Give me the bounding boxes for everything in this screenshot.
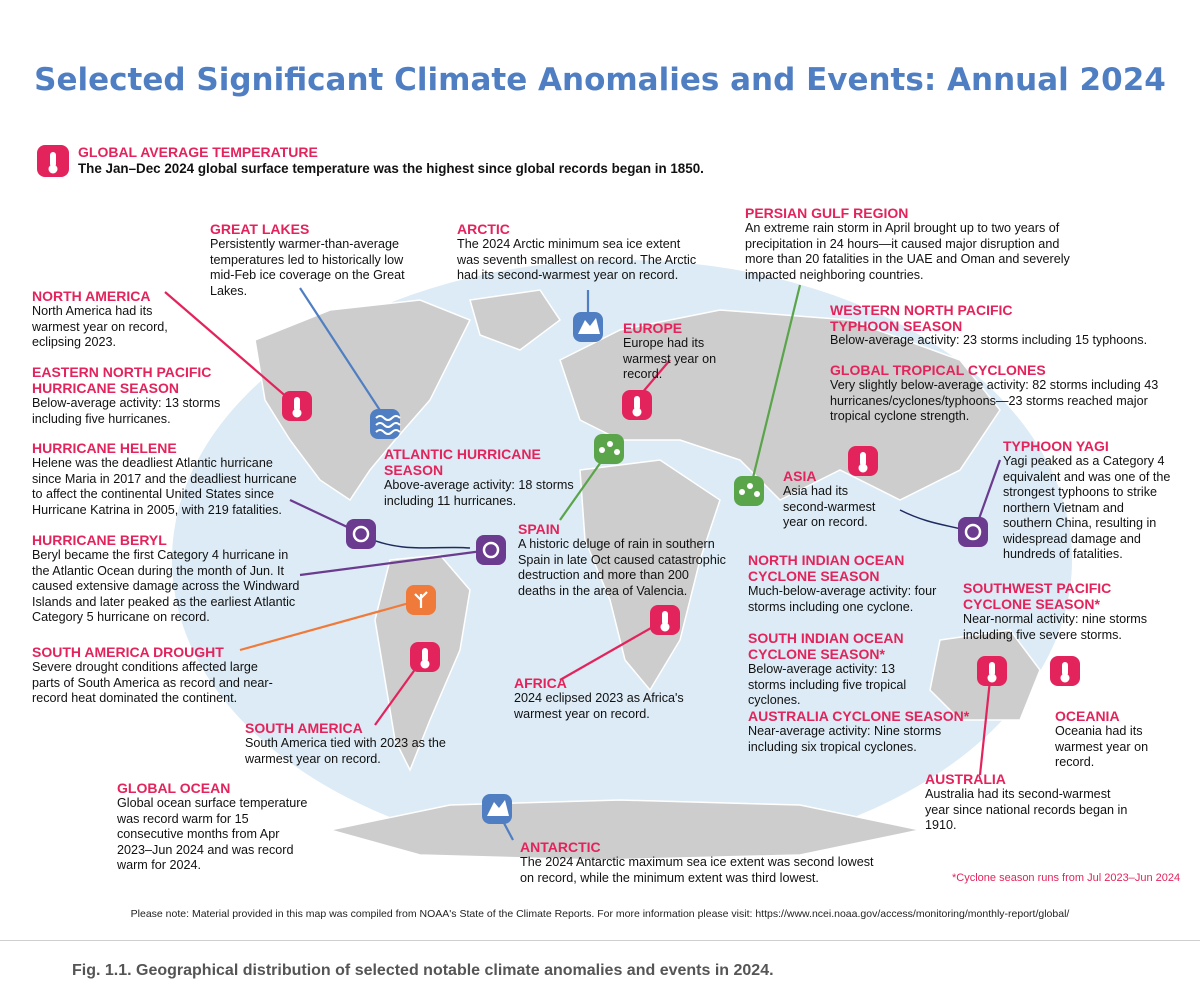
global-tropical-heading: GLOBAL TROPICAL CYCLONES: [830, 362, 1046, 378]
sa-drought-heading: SOUTH AMERICA DROUGHT: [32, 644, 224, 660]
thermometer-icon: [977, 656, 1007, 686]
south-indian-block: [748, 630, 933, 709]
helene-block: [32, 440, 302, 518]
hurricane-icon: [958, 517, 988, 547]
spain-heading: SPAIN: [518, 521, 560, 537]
atlantic-hurricane-block: [384, 446, 574, 509]
global-ocean-block: [117, 780, 317, 874]
sw-pacific-text: Near-normal activity: nine storms including five severe storms.: [963, 612, 1148, 642]
page-title: Selected Significant Climate Anomalies and Events: Annual 2024: [34, 62, 1166, 98]
asia-heading: ASIA: [783, 468, 817, 484]
global-temp-heading: GLOBAL AVERAGE TEMPERATURE: [78, 144, 318, 160]
north-indian-text: Much-below-average activity: four storms including one cyclone.: [748, 584, 937, 614]
yagi-block: [1003, 438, 1173, 563]
sw-pacific-block: [963, 580, 1168, 643]
australia-text: Australia had its second-warmest year since national records began in 1910.: [925, 787, 1128, 832]
persian-gulf-block: [745, 205, 1075, 283]
south-america-text: South America tied with 2023 as the warmest year on record.: [245, 736, 446, 766]
great-lakes-heading: GREAT LAKES: [210, 221, 310, 237]
thermometer-icon: [622, 390, 652, 420]
persian-gulf-heading: PERSIAN GULF REGION: [745, 205, 909, 221]
north-america-block: [32, 288, 192, 351]
hurricane-icon: [346, 519, 376, 549]
africa-block: [514, 675, 689, 722]
cyclone-footnote: *Cyclone season runs from Jul 2023–Jun 2024: [952, 872, 1181, 884]
south-indian-text: Below-average activity: 13 storms including five tropical cyclones.: [748, 662, 907, 707]
source-note: Please note: Material provided in this map was compiled from NOAA's State of the Climate Reports. For more information please visit: https://www.ncei.noaa.gov/access/monitoring/monthly-report/global/: [130, 908, 1070, 920]
iceberg-icon: [573, 312, 603, 342]
dead-tree-icon: [406, 585, 436, 615]
global-temp-icon: [37, 145, 69, 177]
thermometer-icon: [282, 391, 312, 421]
south-america-block: [245, 720, 470, 767]
africa-heading: AFRICA: [514, 675, 567, 691]
sa-drought-block: [32, 644, 282, 707]
wnp-typhoon-text: Below-average activity: 23 storms including 15 typhoons.: [830, 333, 1148, 347]
yagi-text: Yagi peaked as a Category 4 equivalent and was one of the strongest typhoons to strike northern Vietnam and southern China, resulting in widespread damage and hundreds of fatalities.: [1003, 454, 1171, 561]
thermometer-icon: [410, 642, 440, 672]
antarctic-heading: ANTARCTIC: [520, 839, 601, 855]
antarctic-block: [520, 839, 890, 886]
south-america-heading: SOUTH AMERICA: [245, 720, 363, 736]
australia-cyclone-text: Near-average activity: Nine storms including six tropical cyclones.: [748, 724, 942, 754]
sw-pacific-heading: SOUTHWEST PACIFIC CYCLONE SEASON*: [963, 580, 1112, 612]
figure-caption: Fig. 1.1. Geographical distribution of selected notable climate anomalies and events in 2024.: [72, 962, 774, 979]
beryl-block: [32, 532, 302, 626]
europe-text: Europe had its warmest year on record.: [623, 336, 717, 381]
oceania-block: [1055, 708, 1165, 771]
wnp-typhoon-text-block: [830, 333, 1170, 349]
helene-heading: HURRICANE HELENE: [32, 440, 177, 456]
africa-text: 2024 eclipsed 2023 as Africa's warmest year on record.: [514, 691, 684, 721]
atlantic-hurricane-heading: ATLANTIC HURRICANE SEASON: [384, 446, 541, 478]
rain-drops-icon: [594, 434, 624, 464]
iceberg-icon: [482, 794, 512, 824]
sa-drought-text: Severe drought conditions affected large parts of South America as record and near-record heat dominated the continent.: [32, 660, 273, 705]
beryl-heading: HURRICANE BERYL: [32, 532, 167, 548]
beryl-text: Beryl became the first Category 4 hurricane in the Atlantic Ocean during the month of Jun. It caused extensive damage across the Windward Islands and later peaked as the earliest Atlantic Category 5 hurricane on record.: [32, 548, 300, 624]
north-america-text: North America had its warmest year on record, eclipsing 2023.: [32, 304, 168, 349]
south-indian-heading: SOUTH INDIAN OCEAN CYCLONE SEASON*: [748, 630, 904, 662]
rain-drops-icon: [734, 476, 764, 506]
oceania-heading: OCEANIA: [1055, 708, 1120, 724]
helene-text: Helene was the deadliest Atlantic hurricane since Maria in 2017 and the deadliest hurricane to affect the continental United States since Hurricane Katrina in 2005, with 219 fatalities.: [32, 456, 297, 517]
global-ocean-heading: GLOBAL OCEAN: [117, 780, 231, 796]
arctic-text: The 2024 Arctic minimum sea ice extent was seventh smallest on record. The Arctic had its second-warmest year on record.: [457, 237, 697, 282]
north-indian-heading: NORTH INDIAN OCEAN CYCLONE SEASON: [748, 552, 905, 584]
divider: [0, 940, 1200, 941]
atlantic-hurricane-text: Above-average activity: 18 storms including 11 hurricanes.: [384, 478, 574, 508]
europe-block: [623, 320, 753, 383]
north-indian-block: [748, 552, 943, 615]
australia-block: [925, 771, 1135, 834]
europe-heading: EUROPE: [623, 320, 683, 336]
enp-hurricane-heading: EASTERN NORTH PACIFIC HURRICANE SEASON: [32, 364, 212, 396]
global-tropical-text: Very slightly below-average activity: 82 storms including 43 hurricanes/cyclones/typhoons—23 storms reached major tropical cyclone strength.: [830, 378, 1159, 423]
hurricane-icon: [476, 535, 506, 565]
thermometer-icon: [650, 605, 680, 635]
spain-text: A historic deluge of rain in southern Spain in late Oct caused catastrophic destruction and more than 200 deaths in the area of Valencia.: [518, 537, 726, 598]
enp-hurricane-block: [32, 364, 232, 427]
australia-heading: AUSTRALIA: [925, 771, 1006, 787]
waves-icon: [370, 409, 400, 439]
australia-cyclone-heading: AUSTRALIA CYCLONE SEASON*: [748, 708, 970, 724]
asia-block: [783, 468, 888, 531]
antarctic-text: The 2024 Antarctic maximum sea ice extent was second lowest on record, while the minimum extent was third lowest.: [520, 855, 874, 885]
persian-gulf-text: An extreme rain storm in April brought up to two years of precipitation in 24 hours—it caused major disruption and more than 20 fatalities in the UAE and Oman and severely impacted neighboring countries.: [745, 221, 1070, 282]
global-temp-text: The Jan–Dec 2024 global surface temperature was the highest since global records began in 1850.: [78, 161, 704, 176]
oceania-text: Oceania had its warmest year on record.: [1055, 724, 1149, 769]
arctic-block: [457, 221, 702, 284]
great-lakes-text: Persistently warmer-than-average temperatures led to historically low mid-Feb ice coverage on the Great Lakes.: [210, 237, 405, 298]
global-tropical-block: [830, 362, 1160, 425]
enp-hurricane-text: Below-average activity: 13 storms including five hurricanes.: [32, 396, 221, 426]
wnp-typhoon-block: [830, 302, 1030, 334]
arctic-heading: ARCTIC: [457, 221, 510, 237]
great-lakes-block: [210, 221, 410, 299]
global-ocean-text: Global ocean surface temperature was record warm for 15 consecutive months from Apr 2023–Jun 2024 and was record warm for 2024.: [117, 796, 308, 872]
australia-cyclone-block: [748, 708, 983, 755]
wnp-typhoon-heading: WESTERN NORTH PACIFIC TYPHOON SEASON: [830, 302, 1013, 334]
north-america-heading: NORTH AMERICA: [32, 288, 151, 304]
yagi-heading: TYPHOON YAGI: [1003, 438, 1109, 454]
asia-text: Asia had its second-warmest year on record.: [783, 484, 876, 529]
spain-block: [518, 521, 728, 599]
thermometer-icon: [1050, 656, 1080, 686]
